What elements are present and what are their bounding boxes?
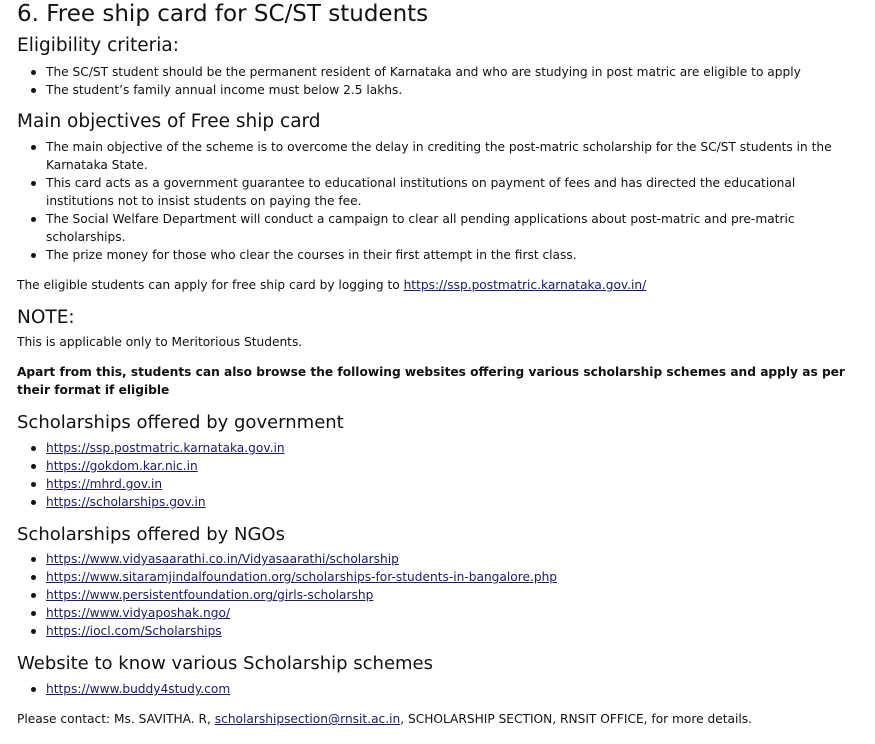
ngo-link[interactable]: https://www.vidyaposhak.ngo/ (46, 606, 231, 620)
list-item (46, 550, 557, 568)
ngos-heading: Scholarships offered by NGOs (17, 524, 285, 545)
schemes-link[interactable]: https://www.buddy4study.com (46, 682, 231, 696)
list-item (46, 493, 285, 511)
government-link[interactable]: https://ssp.postmatric.karnataka.gov.in (46, 441, 285, 455)
list-item (46, 457, 285, 475)
schemes-links (17, 680, 230, 698)
note-text: This is applicable only to Meritorious Students. (17, 335, 303, 349)
list-item: This card acts as a government guarantee to educational institutions on payment of fees and has directed the educational institutions not to insist students on paying the fee. (46, 174, 846, 210)
objectives-list (17, 138, 846, 264)
eligibility-heading: Eligibility criteria: (17, 35, 179, 56)
contact-prefix: Please contact: Ms. SAVITHA. R, (17, 712, 215, 726)
ngo-link[interactable]: https://www.vidyasaarathi.co.in/Vidyasaarathi/scholarship (46, 552, 399, 566)
ngo-links (17, 550, 557, 640)
list-item: The student’s family annual income must below 2.5 lakhs. (46, 81, 846, 99)
ngo-link[interactable]: https://iocl.com/Scholarships (46, 624, 222, 638)
contact-email-link[interactable]: scholarshipsection@rnsit.ac.in (214, 712, 401, 726)
government-link[interactable]: https://mhrd.gov.in (46, 477, 163, 491)
list-item (46, 680, 230, 698)
government-heading: Scholarships offered by government (17, 412, 344, 433)
apply-text: The eligible students can apply for free ship card by logging to (17, 278, 404, 292)
schemes-heading: Website to know various Scholarship schemes (17, 653, 434, 674)
note-heading: NOTE: (17, 307, 75, 328)
ngo-link[interactable]: https://www.sitaramjindalfoundation.org/scholarships-for-students-in-bangalore.php (46, 570, 558, 584)
apart-text: Apart from this, students can also browse the following websites offering various scholarship schemes and apply as per their format if eligible (17, 365, 845, 397)
apply-paragraph (17, 276, 646, 294)
list-item (46, 622, 557, 640)
objectives-heading: Main objectives of Free ship card (17, 111, 321, 132)
ngo-link[interactable]: https://www.persistentfoundation.org/girls-scholarshp (46, 588, 374, 602)
list-item: The Social Welfare Department will conduct a campaign to clear all pending applications about post-matric and pre-matric scholarships. (46, 210, 846, 246)
list-item (46, 568, 557, 586)
list-item (46, 475, 285, 493)
list-item: The prize money for those who clear the courses in their first attempt in the first class. (46, 246, 846, 264)
apply-link[interactable]: https://ssp.postmatric.karnataka.gov.in/ (403, 278, 647, 292)
list-item (46, 439, 285, 457)
contact-paragraph (17, 710, 752, 728)
government-link[interactable]: https://gokdom.kar.nic.in (46, 459, 198, 473)
list-item: The SC/ST student should be the permanent resident of Karnataka and who are studying in post matric are eligible to apply (46, 63, 846, 81)
list-item (46, 604, 557, 622)
page-title: 6. Free ship card for SC/ST students (17, 1, 429, 27)
contact-suffix: , SCHOLARSHIP SECTION, RNSIT OFFICE, for more details. (400, 712, 752, 726)
eligibility-list (17, 63, 846, 99)
list-item: The main objective of the scheme is to overcome the delay in crediting the post-matric scholarship for the SC/ST students in the Karnataka State. (46, 138, 846, 174)
government-links (17, 439, 285, 511)
government-link[interactable]: https://scholarships.gov.in (46, 495, 206, 509)
list-item (46, 586, 557, 604)
